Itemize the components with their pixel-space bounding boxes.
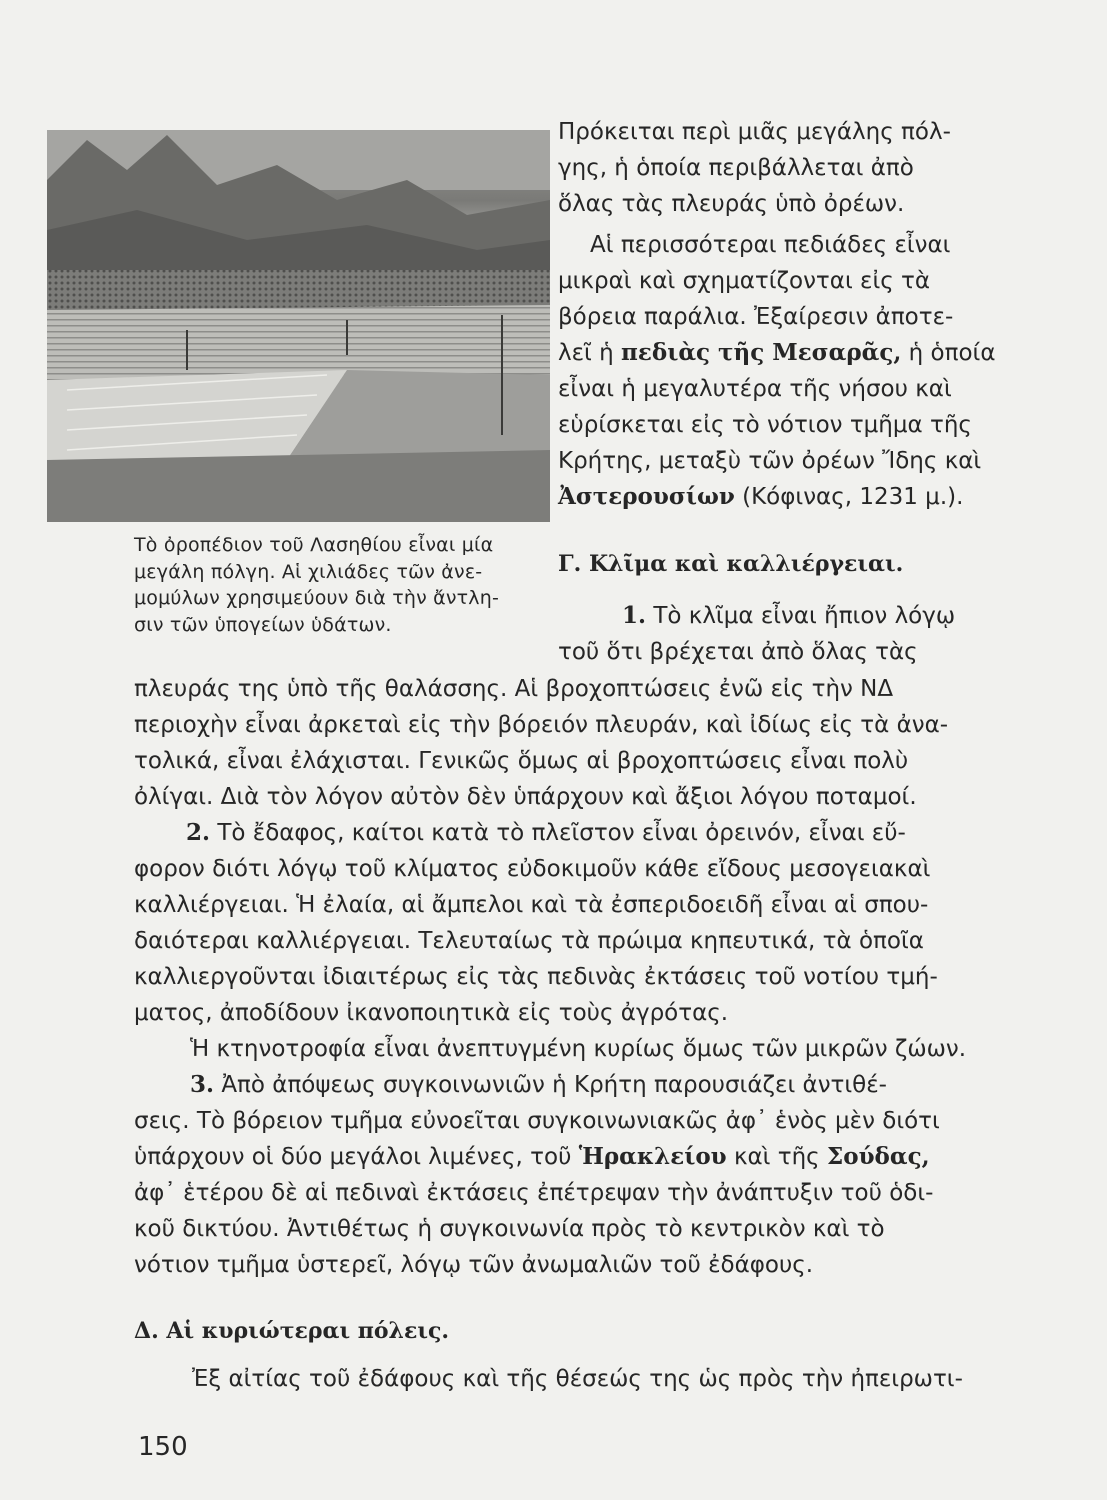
mesara-plain-term: πεδιὰς τῆς Μεσαρᾶς, [621,339,902,366]
caption-line: μεγάλη πόλγη. Αἱ χιλιάδες τῶν ἀνε- [134,560,483,583]
text-line: νότιον τμῆμα ὑστερεῖ, λόγῳ τῶν ἀνωμαλιῶν τοῦ ἐδάφους. [134,1252,814,1278]
text-line: πλευράς της ὑπὸ τῆς θαλάσσης. Αἱ βροχοπτώσεις ἐνῶ εἰς τὴν ΝΔ [134,676,894,702]
text-line: σεις. Τὸ βόρειον τμῆμα εὐνοεῖται συγκοινωνιακῶς ἀφ᾽ ἑνὸς μὲν διότι [134,1108,940,1134]
text-line: μικραὶ καὶ σχηματίζονται εἰς τὰ [558,268,931,294]
text-fragment: Τὸ κλῖμα εἶναι ἤπιον λόγῳ [646,603,956,629]
text-fragment: λεῖ ἡ [558,340,622,366]
plateau-photo [47,130,550,522]
text-line: ματος, ἀποδίδουν ἰκανοποιητικὰ εἰς τοὺς ἀγρότας. [134,1000,729,1026]
text-line: Πρόκειται περὶ μιᾶς μεγάλης πόλ- [558,119,951,145]
text-line: δαιότεραι καλλιέργειαι. Τελευταίως τὰ πρώιμα κηπευτικά, τὰ ὁποῖα [134,928,924,954]
photo-caption [134,532,544,638]
text-line: βόρεια παράλια. Ἐξαίρεσιν ἀποτε- [558,304,954,330]
text-line [134,1142,930,1172]
item-number: 2. [186,819,211,846]
text-line [622,601,955,631]
heraklion-term: Ἡρακλείου [578,1143,727,1170]
text-line: καλλιέργειαι. Ἡ ἐλαία, αἱ ἄμπελοι καὶ τὰ ἐσπεριδοειδῆ εἶναι αἱ σπου- [134,892,929,918]
text-line: Ἐξ αἰτίας τοῦ ἐδάφους καὶ τῆς θέσεώς της ὡς πρὸς τὴν ἠπειρωτι- [192,1366,963,1392]
text-line: Κρήτης, μεταξὺ τῶν ὀρέων Ἴδης καὶ [558,448,982,474]
item-number: 1. [622,602,647,629]
text-line: εἶναι ἡ μεγαλυτέρα τῆς νήσου καὶ [558,376,952,402]
caption-line: μομύλων χρησιμεύουν διὰ τὴν ἄντλη- [134,587,500,609]
page-number: 150 [138,1432,188,1462]
text-line: Αἱ περισσότεραι πεδιάδες εἶναι [590,232,951,258]
text-fragment: (Κόφινας, 1231 μ.). [734,484,964,510]
souda-term: Σούδας, [827,1143,930,1170]
text-line: ἀφ᾽ ἑτέρου δὲ αἱ πεδιναὶ ἐκτάσεις ἐπέτρεψαν τὴν ἀνάπτυξιν τοῦ ὁδι- [134,1180,934,1206]
text-line: γης, ἡ ὁποία περιβάλλεται ἀπὸ [558,155,914,181]
text-line [190,1070,887,1100]
text-fragment: ὑπάρχουν οἱ δύο μεγάλοι λιμένες, τοῦ [134,1144,579,1170]
text-line: περιοχὴν εἶναι ἀρκεταὶ εἰς τὴν βόρειόν πλευράν, καὶ ἰδίως εἰς τὰ ἀνα- [134,712,949,738]
text-line: τοῦ ὅτι βρέχεται ἀπὸ ὅλας τὰς [558,639,918,665]
section-heading-climate: Γ. Κλῖμα καὶ καλλιέργειαι. [558,551,904,577]
text-fragment: Τὸ ἔδαφος, καίτοι κατὰ τὸ πλεῖστον εἶναι ὀρεινόν, εἶναι εὔ- [210,820,906,846]
text-line: κοῦ δικτύου. Ἀντιθέτως ἡ συγκοινωνία πρὸς τὸ κεντρικὸν καὶ τὸ [134,1216,885,1242]
asterousia-term: Ἀστερουσίων [558,483,735,510]
text-line: εὑρίσκεται εἰς τὸ νότιον τμῆμα τῆς [558,412,972,438]
text-fragment: καὶ τῆς [726,1144,827,1170]
caption-line: σιν τῶν ὑπογείων ὑδάτων. [134,613,392,636]
text-line [186,818,906,848]
text-fragment: ἡ ὁποία [901,340,996,366]
text-line: τολικά, εἶναι ἐλάχισται. Γενικῶς ὅμως αἱ βροχοπτώσεις εἶναι πολὺ [134,748,909,774]
text-line [558,482,963,512]
plateau-photo-illustration [47,130,550,522]
text-line: καλλιεργοῦνται ἰδιαιτέρως εἰς τὰς πεδινὰς ἐκτάσεις τοῦ νοτίου τμή- [134,964,938,990]
text-line: ὅλας τὰς πλευράς ὑπὸ ὀρέων. [558,191,905,217]
text-line: φορον διότι λόγῳ τοῦ κλίματος εὐδοκιμοῦν κάθε εἴδους μεσογειακαὶ [134,856,931,882]
section-heading-cities: Δ. Αἱ κυριώτεραι πόλεις. [134,1318,450,1344]
item-number: 3. [190,1071,215,1098]
text-line: Ἡ κτηνοτροφία εἶναι ἀνεπτυγμένη κυρίως ὅμως τῶν μικρῶν ζώων. [190,1036,967,1062]
text-line [558,338,995,368]
text-fragment: Ἀπὸ ἀπόψεως συγκοινωνιῶν ἡ Κρήτη παρουσιάζει ἀντιθέ- [214,1072,887,1098]
caption-line: Τὸ ὀροπέδιον τοῦ Λασηθίου εἶναι μία [134,534,494,556]
text-line: ὀλίγαι. Διὰ τὸν λόγον αὐτὸν δὲν ὑπάρχουν καὶ ἄξιοι λόγου ποταμοί. [134,784,917,810]
